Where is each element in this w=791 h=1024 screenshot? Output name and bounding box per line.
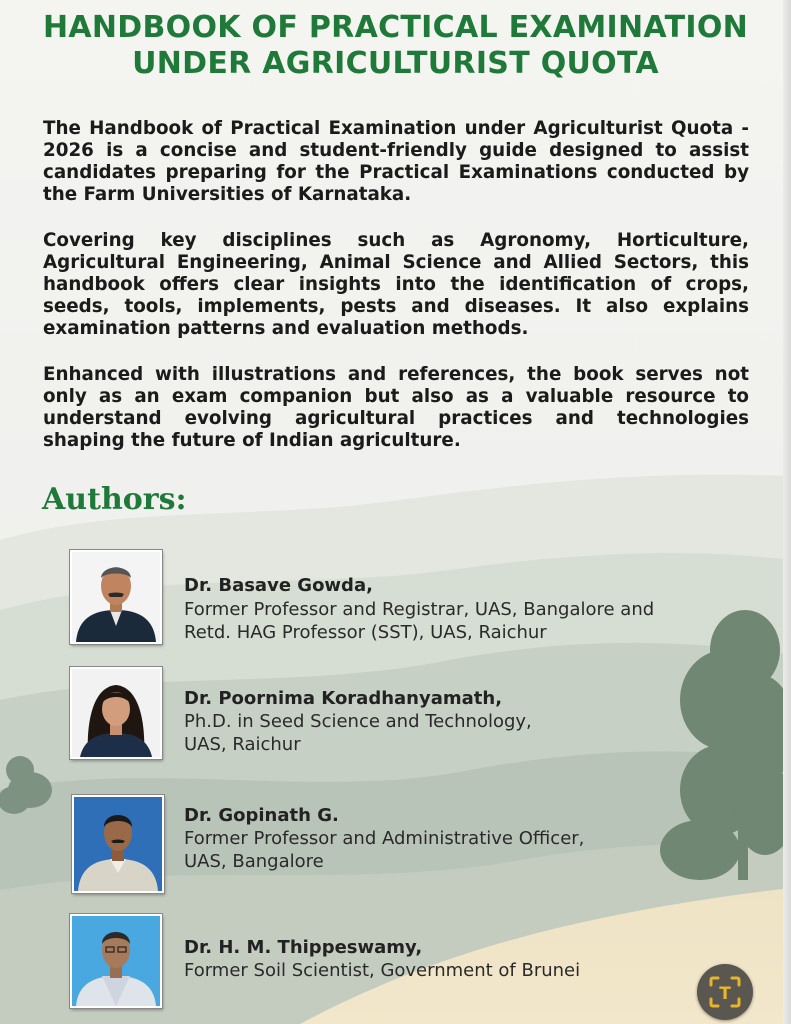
author-name: Dr. H. M. Thippeswamy, [184,937,423,958]
description-paragraph-3: Enhanced with illustrations and references, the book serves not only as an exam companion but also as a valuable resource to understand evolving agricultural practices and technologies shaping the future of Indian agriculture. [43,364,749,451]
author-photo-h-m-thippeswamy [70,914,162,1008]
author-photo-basave-gowda [70,550,162,644]
description-paragraph-1: The Handbook of Practical Examination under Agriculturist Quota - 2026 is a concise and student-friendly guide designed to assist candidates preparing for the Practical Examinations conducted by the Farm Universities of Karnataka. [43,118,749,205]
authors-heading: Authors: [42,482,187,517]
author-title-line-2: Retd. HAG Professor (SST), UAS, Raichur [184,622,547,643]
page-edge [783,0,791,1024]
author-photo-gopinath-g [72,795,164,893]
author-title-line-1: Former Professor and Registrar, UAS, Bangalore and [184,599,655,620]
author-title-line-2: UAS, Raichur [184,734,301,755]
author-title-line-1: Ph.D. in Seed Science and Technology, [184,711,532,732]
author-name: Dr. Basave Gowda, [184,575,373,596]
title-line-1: HANDBOOK OF PRACTICAL EXAMINATION [42,10,749,45]
author-title-line-2: UAS, Bangalore [184,851,324,872]
description-paragraph-2: Covering key disciplines such as Agronomy, Horticulture, Agricultural Engineering, Animal Science and Allied Sectors, this handbook offers clear insights into the identification of crops, seeds, tools, implements, pests and diseases. It also explains examination patterns and evaluation methods. [43,230,749,339]
author-title-line-1: Former Soil Scientist, Government of Brunei [184,960,581,981]
author-photo-poornima-koradhanyamath [70,667,162,759]
author-title-line-1: Former Professor and Administrative Officer, [184,828,585,849]
author-name: Dr. Gopinath G. [184,805,339,826]
author-name: Dr. Poornima Koradhanyamath, [184,688,503,709]
title-line-2: UNDER AGRICULTURIST QUOTA [132,46,659,81]
text-scan-icon [707,974,743,1010]
badge-glyph: T [719,984,731,1004]
text-scan-button[interactable] [697,964,753,1020]
